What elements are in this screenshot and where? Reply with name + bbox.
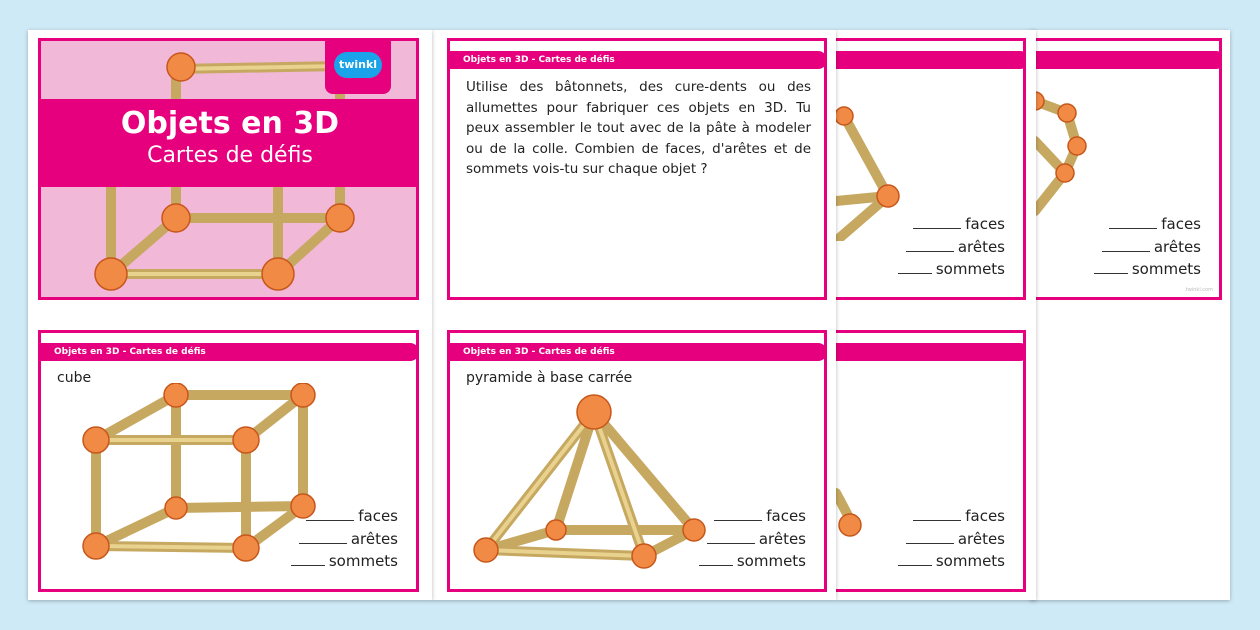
answer-lines (898, 505, 1005, 573)
card-banner (833, 51, 1026, 69)
card-frame (833, 330, 1026, 592)
cover-subtitle: Cartes de défis (147, 143, 313, 168)
cover-title: Objets en 3D (120, 106, 340, 141)
prism-model-icon (1035, 91, 1095, 221)
cube-card (38, 330, 419, 592)
edges-label: arêtes (758, 529, 806, 548)
card-banner (1032, 51, 1222, 69)
card-frame (833, 38, 1026, 300)
instructions-card (447, 38, 827, 300)
shape-name: pyramide à base carrée (466, 370, 633, 386)
vertices-label: sommets (935, 552, 1005, 570)
cube-model-icon (71, 383, 321, 583)
answer-lines (291, 505, 398, 573)
front-sheet-right (432, 30, 836, 600)
cover-title-band (41, 99, 419, 187)
faces-label: faces (965, 215, 1005, 233)
card-banner: Objets en 3D - Cartes de défis (447, 51, 827, 69)
vertices-label: sommets (1131, 260, 1201, 278)
pyramid-model-icon (466, 388, 726, 588)
vertices-label: sommets (736, 552, 806, 570)
twinkl-logo-icon (325, 38, 391, 94)
answer-lines (898, 213, 1005, 281)
instructions-text: Utilise des bâtonnets, des cure-dents ou des allumettes pour fabriquer ces objets en 3D. Tu peux assembler le tout avec de la pâte à modeler ou de la colle. Combien de faces, d'arêtes et de sommets vois-tu sur chaque objet ? (466, 79, 811, 177)
faces-label: faces (965, 507, 1005, 525)
footer-text: twinkl.com (1185, 287, 1213, 293)
edges-label: arêtes (957, 529, 1005, 548)
vertices-label: sommets (935, 260, 1005, 278)
answer-lines (1094, 213, 1201, 281)
vertices-label: sommets (328, 552, 398, 570)
edges-label: arêtes (1153, 237, 1201, 256)
back-sheet-right (1030, 30, 1230, 600)
pyramid-model-icon (836, 483, 876, 563)
pyramid-card (447, 330, 827, 592)
faces-label: faces (358, 507, 398, 525)
card-banner: Objets en 3D - Cartes de défis (447, 343, 827, 361)
card-frame (1032, 38, 1222, 300)
faces-label: faces (766, 507, 806, 525)
answer-lines (699, 505, 806, 573)
card-banner (833, 343, 1026, 361)
front-sheet-left (28, 30, 432, 600)
shape-name: cube (57, 370, 92, 386)
card-banner: Objets en 3D - Cartes de défis (38, 343, 419, 361)
edges-label: arêtes (957, 237, 1005, 256)
back-sheet-middle (836, 30, 1036, 600)
edges-label: arêtes (350, 529, 398, 548)
cover-card (38, 38, 419, 300)
twinkl-logo-badge: twinkl (334, 52, 382, 78)
faces-label: faces (1161, 215, 1201, 233)
